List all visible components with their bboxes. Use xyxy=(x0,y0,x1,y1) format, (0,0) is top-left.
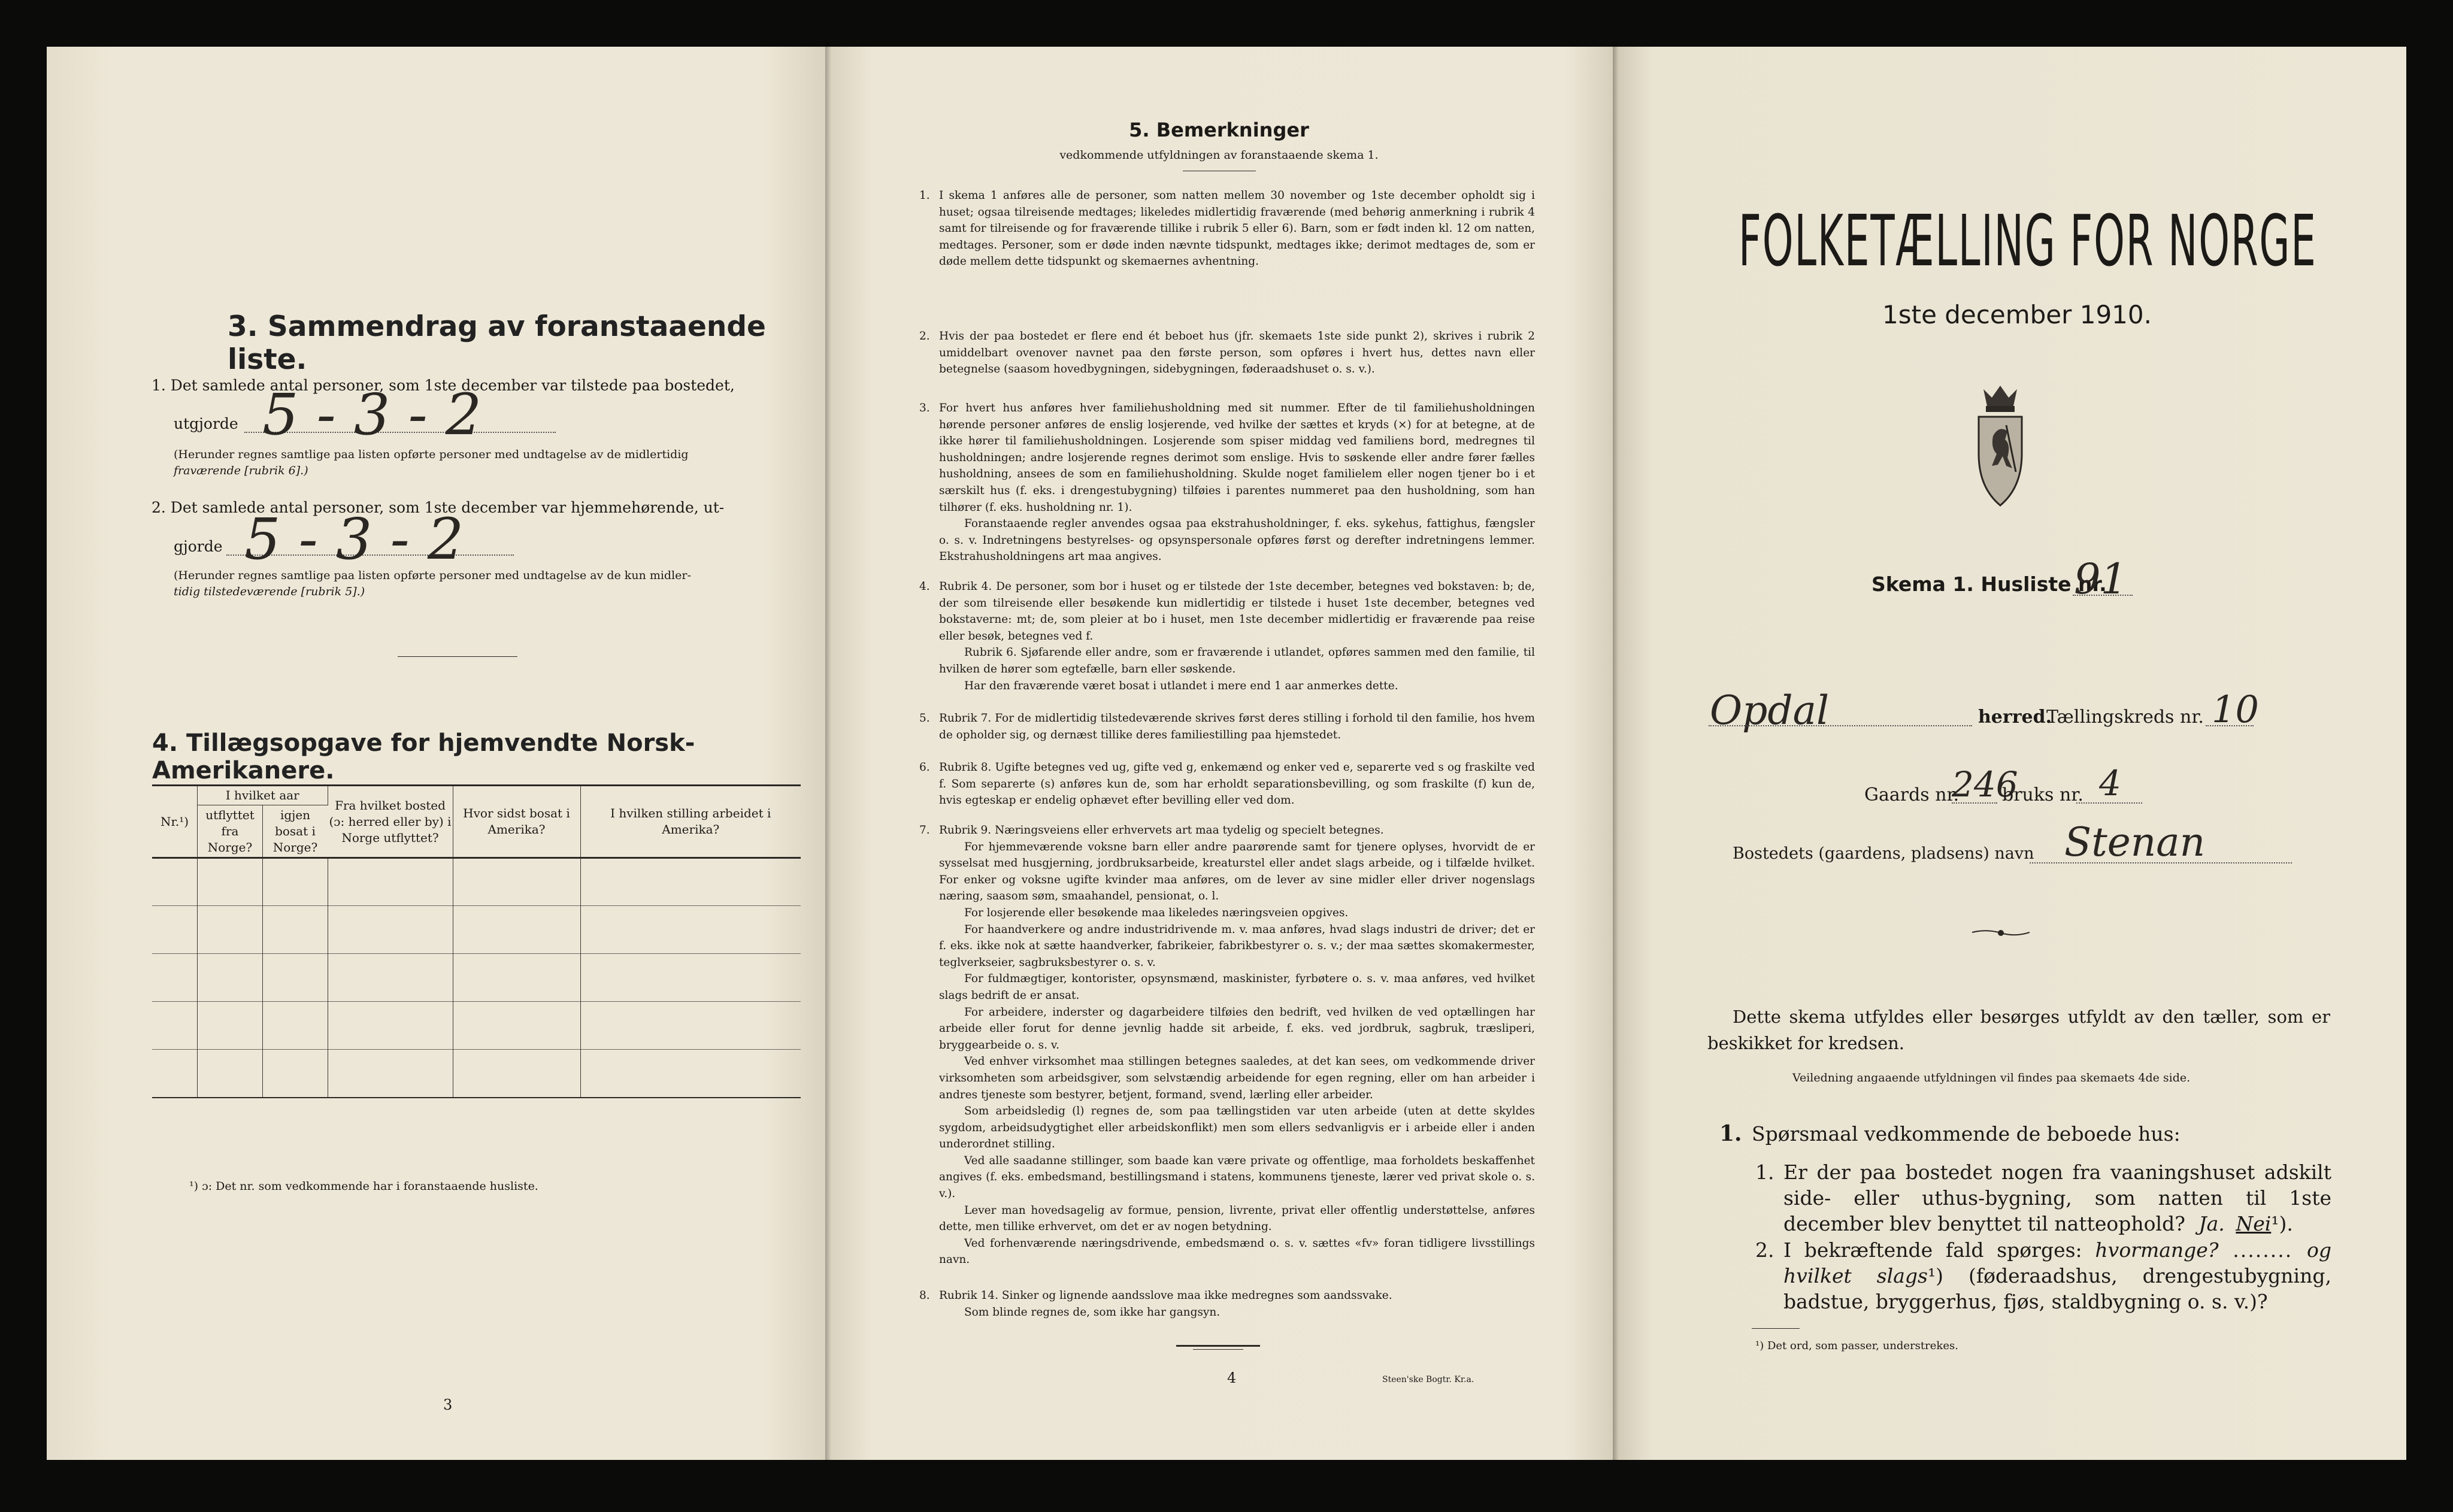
form-title: FOLKETÆLLING FOR NORGE xyxy=(1739,199,2317,282)
question-2-examples: (føderaadshus, drengestubygning, badstue, bryggerhus, fjøs, staldbygning o. s. v.)? xyxy=(1783,1264,2331,1313)
q2-text: 2. Det samlede antal personer, som 1ste december var hjemmehørende, ut- xyxy=(152,499,725,516)
coat-of-arms-icon xyxy=(1970,382,2030,509)
remark-number: 1. xyxy=(919,189,930,202)
census-date: 1ste december 1910. xyxy=(1882,300,2152,329)
question-2-intro: I bekræftende fald spørges: xyxy=(1783,1238,2082,1262)
col-nr: Nr.¹) xyxy=(152,786,198,858)
remark-paragraph: Rubrik 14. Sinker og lignende aandsslove maa ikke medregnes som aandssvake. xyxy=(939,1289,1392,1302)
question-1-text: Er der paa bostedet nogen fra vaaningshuset adskilt side- eller uthus-bygning, som natten til 1ste december blev benyttet til natteophold? xyxy=(1783,1160,2331,1235)
herred-label: herred. xyxy=(1978,707,2052,728)
remark-paragraph: Lever man hovedsagelig av formue, pension, livrente, privat eller offentlig understøttelse, anføres dette, men tillike erhvervet, om det er av nogen betydning. xyxy=(939,1204,1535,1234)
bosted-label: Bostedets (gaardens, pladsens) navn xyxy=(1733,844,2034,863)
norsk-amerikanere-table xyxy=(152,784,801,1098)
section-4-title: 4. Tillægsopgave for hjemvendte Norsk-Amerikanere. xyxy=(152,729,695,784)
remark-paragraph: Som blinde regnes de, som ikke har gangsyn. xyxy=(964,1305,1221,1319)
remark-paragraph: Hvis der paa bostedet er flere end ét beboet hus (jfr. skemaets 1ste side punkt 2), skrives i rubrik 2 umiddelbart ovenover navnet paa den første person, som opføres i hvert hus, dettes navn eller betegnelse (saasom hovedbygningen, sidebygningen, føderaadshuset o. s. v.). xyxy=(939,330,1535,376)
remark-number: 5. xyxy=(919,712,930,725)
remark-paragraph: Som arbeidsledig (l) regnes de, som paa tællingstiden var uten arbeide (uten at dette skyldes sygdom, arbeidsudygtighet eller arbeidskonflikt) men som ellers sedvanligvis er i arbeide eller i anden underordnet stilling. xyxy=(939,1105,1535,1151)
col-igjen-bosat: igjen bosat i Norge? xyxy=(272,807,318,855)
question-2-slags: og hvilket slags xyxy=(1783,1238,2331,1287)
table-row xyxy=(152,1050,801,1098)
remark-item xyxy=(919,328,1535,378)
page-middle xyxy=(825,47,1613,1460)
remark-number: 2. xyxy=(919,330,930,343)
remark-item xyxy=(919,578,1535,694)
page-number: 4 xyxy=(1227,1369,1237,1386)
kreds-number: 10 xyxy=(2212,687,2259,731)
table-row xyxy=(152,1002,801,1050)
section-3-title: 3. Sammendrag av foranstaaende liste. xyxy=(228,310,766,376)
remark-paragraph: Foranstaaende regler anvendes ogsaa paa ekstrahusholdninger, f. eks. sykehus, fattighus, fængsler o. s. v. Indretningens bestyrelses- og opsynspersonale opføres først og derefter indretningens lemmer. Ekstrahusholdningens art maa angives. xyxy=(939,517,1535,563)
remark-paragraph: Ved forhenværende næringsdrivende, embedsmænd o. s. v. sættes «fv» foran tidligere livsstillings navn. xyxy=(939,1237,1535,1266)
page-left xyxy=(47,47,826,1460)
bruks-number: 4 xyxy=(2099,763,2121,804)
table-row xyxy=(152,906,801,954)
remark-paragraph: Rubrik 7. For de midlertidig tilstedeværende skrives først deres stilling i forhold til den familie, hos hvem de opholder sig, og dernæst tillike deres familiestilling paa hjemstedet. xyxy=(939,712,1535,741)
remark-number: 6. xyxy=(919,761,930,774)
remark-paragraph: For hvert hus anføres hver familiehusholdning med sit nummer. Efter de til familiehusholdningen hørende personer anføres de enslig losjerende, ved hvilke der sættes et kryds (×) for at betegne, at de ikke hører til familiehusholdningen. Losjerende som spiser middag ved familiens bord, medregnes til husholdningen; andre losjerende regnes derimot som enslige. Hvis to søskende eller andre fører fælles husholdning, ansees de som en familiehusholdning. Skulde noget familielem eller nogen tjener bo i et særskilt hus (f. eks. i drengestubygning) tilføies i parentes nummeret paa den husholdning, som han tilhører (f. eks. husholdning nr. 1). xyxy=(939,402,1535,514)
remark-paragraph: Rubrik 9. Næringsveiens eller erhvervets art maa tydelig og specielt betegnes. xyxy=(939,824,1384,837)
remark-paragraph: Rubrik 4. De personer, som bor i huset og er tilstede der 1ste december, betegnes ved bokstaven: b; de, der som tilreisende eller besøkende kun midlertidig er tilstede i huset 1ste december, betegnes ved bokstaverne: mt; de, som pleier at bo i huset, men 1ste december midlertidig er fraværende paa reise eller besøk, betegnes ved f. xyxy=(939,580,1535,643)
questions-heading: Spørsmaal vedkommende de beboede hus: xyxy=(1752,1122,2181,1146)
info-text: Dette skema utfyldes eller besørges utfyldt av den tæller, som er beskikket for kredsen. xyxy=(1707,1007,2330,1053)
col-fra-bosted: Fra hvilket bosted (ɔ: herred eller by) i Norge utflyttet? xyxy=(328,786,453,858)
q2-handwritten-count: 5 - 3 - 2 xyxy=(244,507,464,572)
remark-number: 3. xyxy=(919,402,930,414)
kreds-label: Tællingskreds nr. xyxy=(2046,707,2204,728)
remark-paragraph: For haandverkere og andre industridrivende m. v. maa anføres, hvad slags industri de driver; det er f. eks. ikke nok at sætte haandverker, fabrikeier, fabrikbestyrer o. s. v.; der maa sættes skomakermester, teglverkseier, sagbruksbestyrer o. s. v. xyxy=(939,923,1535,969)
remark-paragraph: Rubrik 8. Ugifte betegnes ved ug, gifte ved g, enkemænd og enker ved e, separerte ved s og fraskilte ved f. Som separerte (s) anføres kun de, som har erholdt separationsbevilling, og som fraskilte (f) kun de, hvis egteskap er endelig ophævet efter bevilling eller ved dom. xyxy=(939,761,1535,807)
table-row xyxy=(152,954,801,1002)
ornament-icon xyxy=(1972,925,2030,941)
herred-handwritten: Opdal xyxy=(1710,687,1830,734)
col-hvor-bosat: Hvor sidst bosat i Amerika? xyxy=(453,786,580,858)
remark-paragraph: Rubrik 6. Sjøfarende eller andre, som er fraværende i utlandet, opføres sammen med den familie, til hvilken de hører som egtefælle, barn eller søskende. xyxy=(939,646,1535,675)
col-utflyttet: utflyttet fra Norge? xyxy=(198,805,263,858)
remark-item xyxy=(919,1287,1535,1320)
gaards-label: Gaards nr. xyxy=(1864,784,1960,805)
question-2-hvormange: hvormange? xyxy=(2095,1238,2219,1262)
bosted-name: Stenan xyxy=(2064,819,2206,865)
printer-mark: Steen'ske Bogtr. Kr.a. xyxy=(1382,1375,1474,1384)
footnote: ¹) Det ord, som passer, understrekes. xyxy=(1755,1340,1958,1352)
page-right: FOLKETÆLLING FOR NORGE 1ste december 1910. Skema 1. Husliste nr. 91 Opdal herred. Tællingskreds nr. 10 Gaards nr. 246 bruks nr. 4 Bostedets (gaardens, pladsens) navn Stenan Dette skema utfyldes eller besørges utfyldt av den tæller, som er beskikket for kredsen. Veiledning angaaende utfyldningen vil findes paa skemaets 4de side. 1. Spørsmaal vedkommende de beboede hus: 1. Er der paa bostedet nogen fra vaaningshuset adskilt side- eller uthus-bygning, som natten til 1ste december blev benyttet til natteophold? Ja. Nei¹). 2. I bekræftende fald spørges: hvormange? ........ og hvilket slags¹) (føderaadshus, drengestubygning, badstue, bryggerhus, fjøs, staldbygning o. s. v.)? ¹) Det ord, som passer, understrekes. xyxy=(1613,47,2406,1460)
answer-ja: Ja. xyxy=(2198,1212,2225,1235)
remarks-subtitle: vedkommende utfyldningen av foranstaaende skema 1. xyxy=(1059,149,1379,162)
remark-number: 7. xyxy=(919,824,930,837)
q1-note-1: (Herunder regnes samtlige paa listen opførte personer med undtagelse av de midlertidig xyxy=(174,448,689,461)
q2-note-2: tidig tilstedeværende [rubrik 5].) xyxy=(174,585,365,598)
remark-item xyxy=(919,187,1535,270)
husliste-number: 91 xyxy=(2074,554,2128,604)
q2-note-1: (Herunder regnes samtlige paa listen opførte personer med undtagelse av de kun midler- xyxy=(174,569,691,582)
q1-utgjorde: utgjorde xyxy=(174,415,238,432)
info-guidance: Veiledning angaaende utfyldningen vil findes paa skemaets 4de side. xyxy=(1792,1071,2191,1084)
remark-paragraph: Har den fraværende været bosat i utlandet i mere end 1 aar anmerkes dette. xyxy=(964,679,1398,692)
q1-text: 1. Det samlede antal personer, som 1ste december var tilstede paa bostedet, xyxy=(152,377,735,394)
page-number: 3 xyxy=(443,1396,453,1413)
remark-item xyxy=(919,710,1535,743)
remark-item xyxy=(919,759,1535,809)
remark-paragraph: Ved enhver virksomhet maa stillingen betegnes saaledes, at det kan sees, om vedkommende driver virksomheten som arbeidsgiver, som selvstændig arbeidende for egen regning, eller om han arbeider i andres tjeneste som bestyrer, betjent, formand, svend, lærling eller arbeider. xyxy=(939,1055,1535,1101)
remark-number: 8. xyxy=(919,1289,930,1302)
remarks-title: 5. Bemerkninger xyxy=(1129,119,1309,141)
q1-note-2: fraværende [rubrik 6].) xyxy=(174,464,308,477)
remark-paragraph: I skema 1 anføres alle de personer, som natten mellem 30 november og 1ste december opholdt sig i huset; ogsaa tilreisende medtages; likeledes midlertidig fraværende (med behørig anmerkning i rubrik 4 samt for tilreisende og for fraværende tillike i rubrik 5 eller 6). Barn, som er født inden kl. 12 om natten, medtages. Personer, som er døde inden nævnte tidspunkt, medtages ikke; derimot medtages de, som er døde mellem dette tidspunkt og skemaernes avhentning. xyxy=(939,189,1535,268)
col-stilling: I hvilken stilling arbeidet i Amerika? xyxy=(610,806,771,837)
divider xyxy=(398,656,517,657)
remark-item xyxy=(919,400,1535,565)
q1-handwritten-count: 5 - 3 - 2 xyxy=(262,382,482,448)
remark-number: 4. xyxy=(919,580,930,593)
bruks-label: bruks nr. xyxy=(2002,784,2083,805)
remark-paragraph: For losjerende eller besøkende maa likeledes næringsveien opgives. xyxy=(964,906,1349,919)
remark-paragraph: For arbeidere, inderster og dagarbeidere tilføies den bedrift, ved hvilken de ved optællingen har arbeide eller forut for denne jevnlig hadde sit arbeide, f. eks. ved jordbruk, sagbruk, træsliperi, bryggearbeide o. s. v. xyxy=(939,1005,1535,1052)
remark-paragraph: For hjemmeværende voksne barn eller andre paarørende samt for tjenere oplyses, hvorvidt de er sysselsat med husgjerning, jordbruksarbeide, kreaturstel eller andet slags arbeide, og i tilfælde hvilket. For enker og voksne ugifte kvinder maa anføres, om de lever av sine midler eller driver nogenslags næring, saasom søm, smaahandel, pensionat, o. l. xyxy=(939,840,1535,903)
remark-item xyxy=(919,822,1535,1268)
gaards-number: 246 xyxy=(1952,764,2018,805)
remark-paragraph: For fuldmægtiger, kontorister, opsynsmænd, maskinister, fyrbøtere o. s. v. maa anføres, ved hvilket slags bedrift de er ansat. xyxy=(939,972,1535,1002)
q2-utgjorde: gjorde xyxy=(174,538,223,555)
skema-husliste-label: Skema 1. Husliste nr. xyxy=(1871,572,2107,596)
answer-nei: Nei xyxy=(2236,1212,2272,1235)
col-group-aar: I hvilket aar xyxy=(198,786,328,805)
table-footnote: ¹) ɔ: Det nr. som vedkommende har i foranstaaende husliste. xyxy=(189,1180,538,1193)
table-row xyxy=(152,858,801,906)
remark-paragraph: Ved alle saadanne stillinger, som baade kan være private og offentlige, maa forholdets beskaffenhet angives (f. eks. embedsmand, bestillingsmand i statens, kommunens tjeneste, lærer ved privat skole o. s. v.). xyxy=(939,1154,1535,1201)
